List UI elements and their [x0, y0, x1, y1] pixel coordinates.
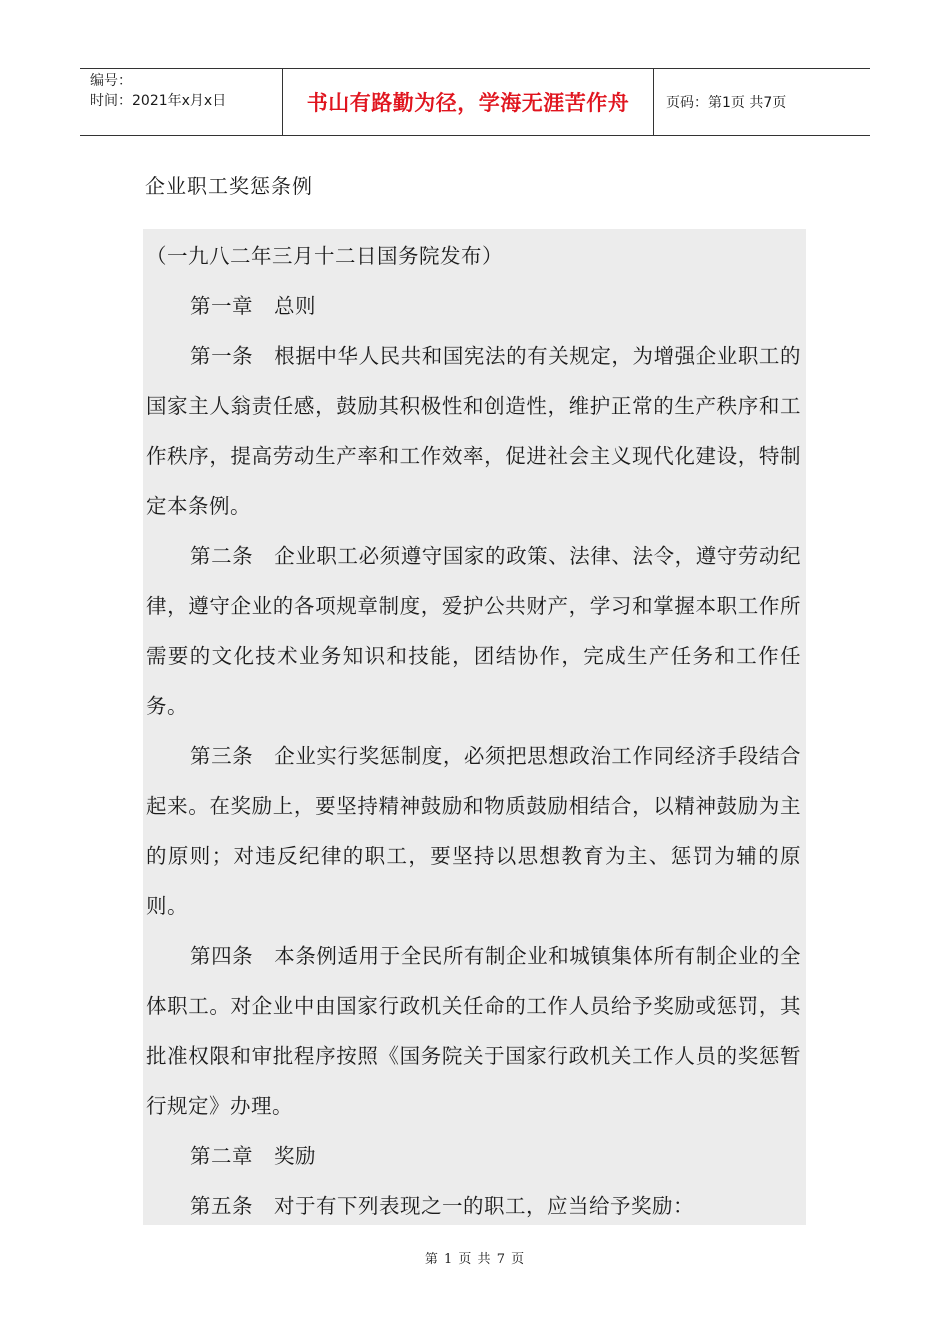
time-label: 时间：2021年x月x日: [90, 93, 227, 109]
document-title: 企业职工奖惩条例: [145, 174, 313, 198]
page-header: [80, 68, 870, 136]
article-paragraph: 第五条 对于有下列表现之一的职工，应当给予奖励：: [190, 1194, 694, 1218]
header-page-code: 页码：第1页 共7页: [666, 95, 787, 111]
document-body: [143, 229, 806, 1225]
chapter-heading: 第二章 奖励: [190, 1144, 316, 1168]
issue-note: （一九八二年三月十二日国务院发布）: [146, 244, 503, 268]
chapter-heading: 第一章 总则: [190, 294, 316, 318]
number-label: 编号：: [90, 73, 132, 89]
article-paragraph: 第一条 根据中华人民共和国宪法的有关规定，为增强企业职工的国家主人翁责任感，鼓励其积极性和创造性，维护正常的生产秩序和工作秩序，提高劳动生产率和工作效率，促进社会主义现代化建设，特制定本条例。: [146, 344, 801, 518]
header-meta: [80, 69, 282, 135]
page-footer: 第 1 页 共 7 页: [424, 1252, 526, 1267]
article-paragraph: 第二条 企业职工必须遵守国家的政策、法律、法令，遵守劳动纪律，遵守企业的各项规章制度，爱护公共财产，学习和掌握本职工作所需要的文化技术业务知识和技能，团结协作，完成生产任务和工作任务。: [146, 544, 801, 718]
article-paragraph: 第三条 企业实行奖惩制度，必须把思想政治工作同经济手段结合起来。在奖励上，要坚持精神鼓励和物质鼓励相结合，以精神鼓励为主的原则；对违反纪律的职工，要坚持以思想教育为主、惩罚为辅的原则。: [146, 744, 801, 918]
article-paragraph: 第四条 本条例适用于全民所有制企业和城镇集体所有制企业的全体职工。对企业中由国家行政机关任命的工作人员给予奖励或惩罚，其批准权限和审批程序按照《国务院关于国家行政机关工作人员的奖惩暂行规定》办理。: [146, 944, 801, 1118]
header-motto: 书山有路勤为径，学海无涯苦作舟: [282, 69, 654, 135]
